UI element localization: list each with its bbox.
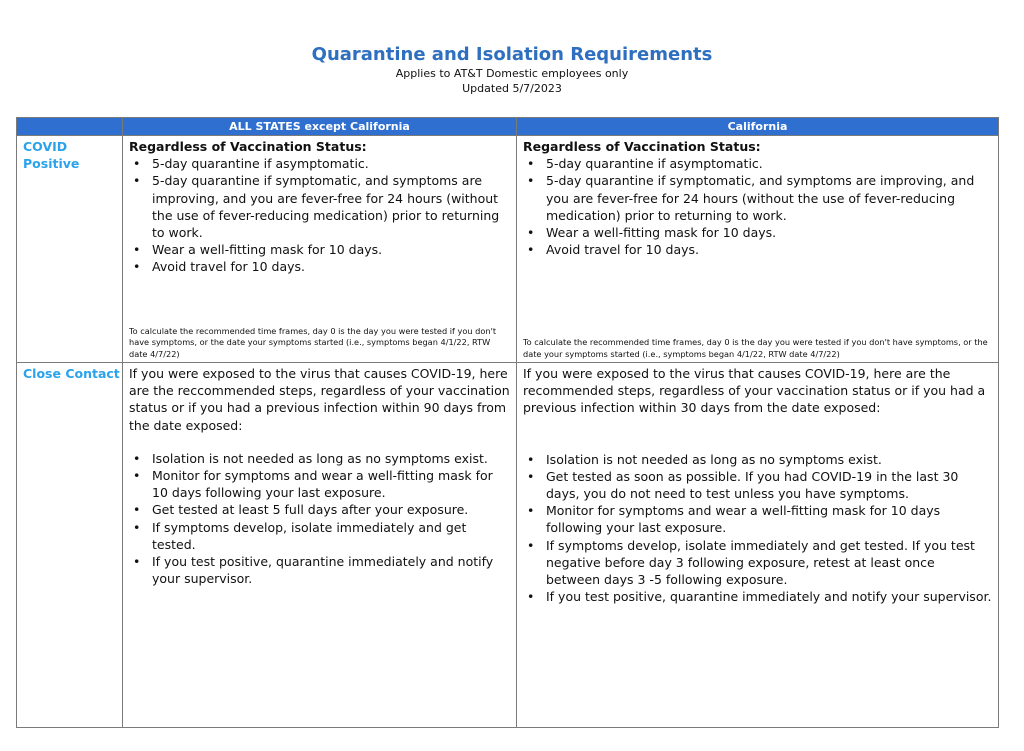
intro-paragraph: If you were exposed to the virus that causes COVID-19, here are the recommended steps, regardless of your vaccination status or if you had a previous infection within 30 days from the date exposed: [523,366,986,416]
bullet-list [523,451,992,606]
table-row-close-contact [17,363,999,728]
cell-heading: Regardless of Vaccination Status: [523,139,761,154]
cell-close-contact-california [517,363,999,728]
intro-paragraph: If you were exposed to the virus that causes COVID-19, here are the reccommended steps, regardless of your vaccination status or if you had a previous infection within 90 days from the date exposed: [129,366,510,433]
cell-heading: Regardless of Vaccination Status: [129,139,367,154]
cell-covid-california [517,136,999,363]
bullet-list [523,155,992,258]
header-all-states: ALL STATES except California [123,118,517,136]
list-item: • Get tested at least 5 full days after your exposure. [152,501,510,518]
list-item: • Isolation is not needed as long as no symptoms exist. [152,450,510,467]
list-item: • Avoid travel for 10 days. [152,258,510,275]
list-item: • Isolation is not needed as long as no symptoms exist. [546,451,992,468]
list-item: • Monitor for symptoms and wear a well-fitting mask for 10 days following your last exposure. [546,502,992,536]
row-label-covid-positive: COVID Positive [17,136,123,363]
list-item: • If symptoms develop, isolate immediately and get tested. If you test negative before day 3 following exposure, retest at least once between days 3 -5 following exposure. [546,537,992,589]
header-blank [17,118,123,136]
requirements-table [16,117,999,728]
calculation-note: To calculate the recommended time frames, day 0 is the day you were tested if you don't have symptoms, or the date your symptoms started (i.e., symptoms began 4/1/22, RTW date 4/7/22) [523,337,988,359]
bullet-list [129,155,510,275]
calculation-note: To calculate the recommended time frames, day 0 is the day you were tested if you don't have symptoms, or the date your symptoms started (i.e., symptoms began 4/1/22, RTW date 4/7/22) [129,325,497,359]
table-header-row [17,118,999,136]
table-row-covid-positive [17,136,999,363]
list-item: • If you test positive, quarantine immediately and notify your supervisor. [546,588,992,605]
list-item: • 5-day quarantine if asymptomatic. [546,155,992,172]
list-item: • Get tested as soon as possible. If you had COVID-19 in the last 30 days, you do not need to test unless you have symptoms. [546,468,992,502]
list-item: • If you test positive, quarantine immediately and notify your supervisor. [152,553,510,587]
cell-covid-all-states [123,136,517,363]
document-subtitle: Applies to AT&T Domestic employees only [395,67,629,80]
list-item: • Wear a well-fitting mask for 10 days. [546,224,992,241]
list-item: • 5-day quarantine if symptomatic, and symptoms are improving, and you are fever-free for 24 hours (without the use of fever-reducing medication) prior to returning to work. [546,172,992,224]
header-california: California [517,118,999,136]
updated-date: Updated 5/7/2023 [462,82,562,95]
document-title: Quarantine and Isolation Requirements [311,44,713,65]
list-item: • 5-day quarantine if asymptomatic. [152,155,510,172]
list-item: • Monitor for symptoms and wear a well-fitting mask for 10 days following your last exposure. [152,467,510,501]
list-item: • If symptoms develop, isolate immediately and get tested. [152,519,510,553]
cell-close-contact-all-states [123,363,517,728]
list-item: • Avoid travel for 10 days. [546,241,992,258]
bullet-list [129,450,510,588]
list-item: • 5-day quarantine if symptomatic, and symptoms are improving, and you are fever-free for 24 hours (without the use of fever-reducing medication) prior to returning to work. [152,172,510,241]
row-label-close-contact: Close Contact [17,363,123,728]
list-item: • Wear a well-fitting mask for 10 days. [152,241,510,258]
